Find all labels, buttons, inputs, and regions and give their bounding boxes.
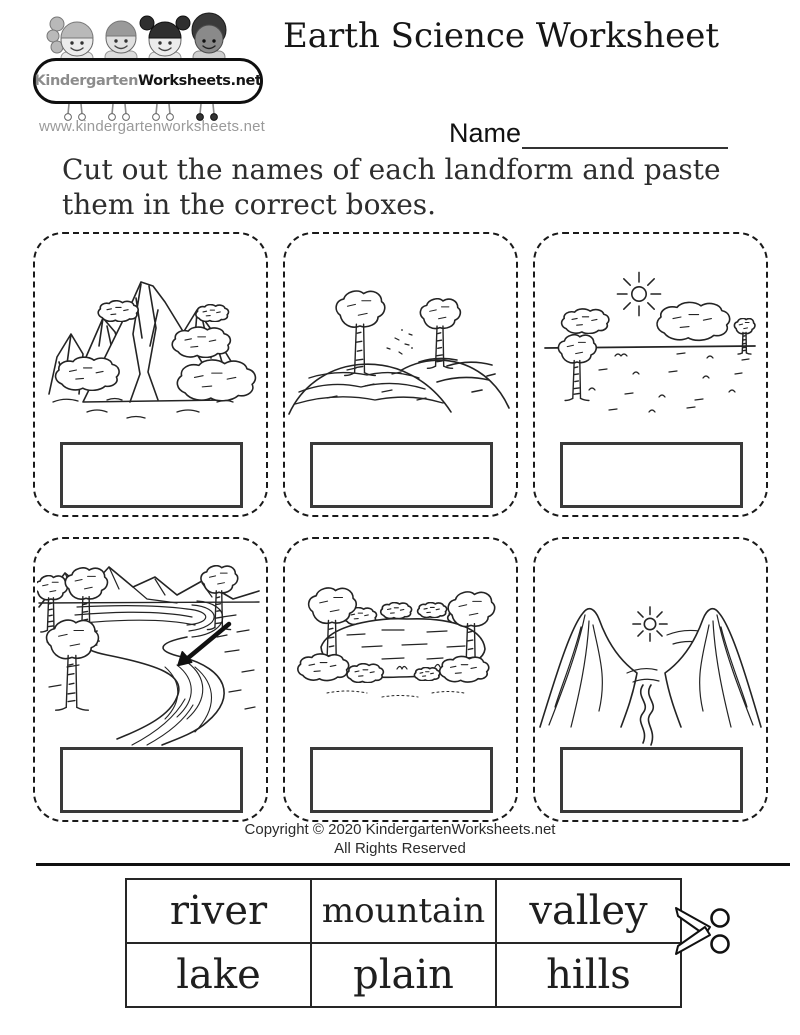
card-valley [533, 537, 768, 822]
word-cell-plain[interactable]: plain [311, 943, 496, 1007]
lake-illustration [287, 547, 514, 747]
word-cell-hills[interactable]: hills [496, 943, 681, 1007]
word-cell-mountain[interactable]: mountain [311, 879, 496, 943]
name-blank-line[interactable] [522, 117, 728, 149]
answer-box-valley[interactable] [560, 747, 743, 813]
word-bank-table [125, 878, 682, 1008]
card-hills [283, 232, 518, 517]
word-cell-lake[interactable]: lake [126, 943, 311, 1007]
word-bank-row [126, 943, 681, 1007]
rights-line: All Rights Reserved [334, 840, 466, 857]
site-url: www.kindergartenworksheets.net [38, 118, 266, 135]
name-label: Name [449, 118, 522, 148]
logo-text-black: Worksheets.net [138, 73, 262, 89]
card-mountain [33, 232, 268, 517]
hills-illustration [287, 242, 514, 442]
word-cell-valley[interactable]: valley [496, 879, 681, 943]
word-cell-river[interactable]: river [126, 879, 311, 943]
copyright-line: Copyright © 2020 KindergartenWorksheets.net [244, 821, 556, 838]
word-bank-row [126, 879, 681, 943]
river-illustration [37, 547, 264, 747]
cards-grid [33, 232, 768, 822]
answer-box-lake[interactable] [310, 747, 493, 813]
answer-box-river[interactable] [60, 747, 243, 813]
site-logo [33, 6, 269, 148]
card-plain [533, 232, 768, 517]
copyright-block [0, 820, 800, 858]
divider-line [36, 863, 790, 866]
plain-illustration [537, 242, 764, 442]
mountain-illustration [37, 242, 264, 442]
answer-box-mountain[interactable] [60, 442, 243, 508]
name-field [449, 117, 728, 149]
answer-box-hills[interactable] [310, 442, 493, 508]
instructions-text: Cut out the names of each landform and paste them in the correct boxes. [62, 153, 721, 221]
card-lake [283, 537, 518, 822]
card-river [33, 537, 268, 822]
logo-text-gray: Kindergarten [34, 73, 139, 89]
answer-box-plain[interactable] [560, 442, 743, 508]
logo-badge [33, 58, 263, 104]
valley-illustration [537, 547, 764, 747]
scissors-icon [673, 903, 739, 959]
page-title: Earth Science Worksheet [282, 16, 720, 56]
